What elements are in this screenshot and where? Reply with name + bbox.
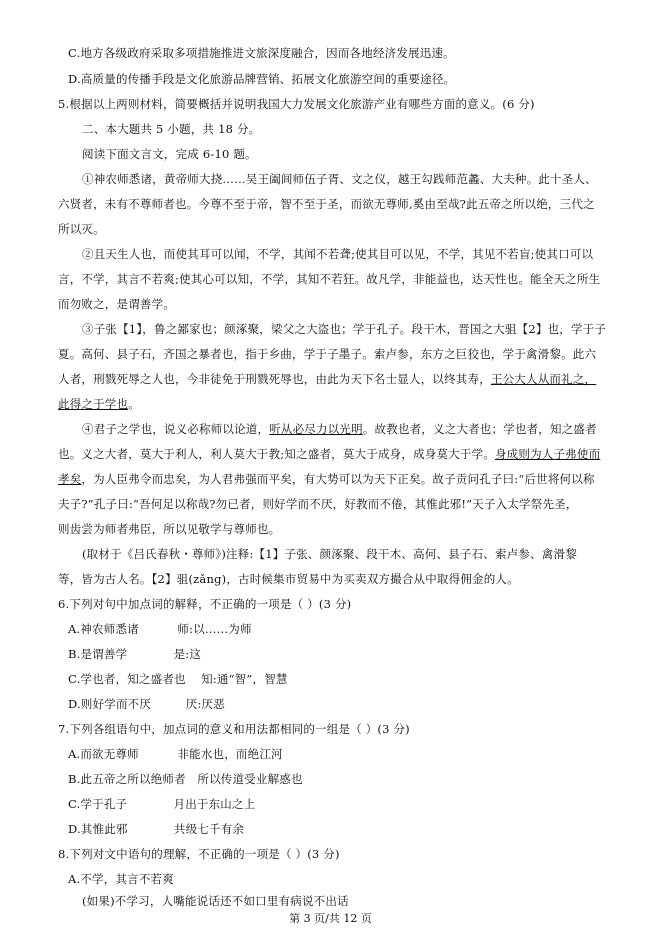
passage-p3-line2: 夏。高何、县子石，齐国之暴者也，指于乡曲，学于子墨子。索卢参，东方之巨狡也，学于禽滑黎。此六 xyxy=(58,347,597,361)
passage-p4-line5: 则齿尝为师者弗臣，所以见敬学与尊师也。 xyxy=(58,522,281,536)
passage-p4-line4: 夫子?”孔子曰:“吾何足以称哉?勿已者，则好学而不厌，好教而不倦，其惟此邪!”天子入太学祭先圣， xyxy=(58,497,578,511)
question-8-option-a-translation: (如果)不学习，人嘴能说话还不如口里有病说不出话 xyxy=(82,894,349,908)
question-6-option-d: D.则好学而不厌 厌:厌恶 xyxy=(68,697,225,711)
passage-p2-line1: ②且天生人也，而使其耳可以闻，不学，其闻不若聋;使其目可以见，不学，其见不若盲;使其口可以 xyxy=(82,247,594,261)
question-7-option-a: A.而欲无尊师 非能水也，而绝江河 xyxy=(68,747,283,761)
passage-p4-line3-text: ，为人臣弗令而忠矣，为人君弗强而平矣，有大势可以为天下正矣。故子贡问孔子曰:“后世将何以称 xyxy=(81,472,595,486)
passage-p3-line3-text: 人者，刑戮死辱之人也，今非徒免于刑戮死辱也，由此为天下名士显人，以终其寿， xyxy=(58,372,491,386)
question-7-option-c: C.学于孔子 月出于东山之上 xyxy=(68,797,256,811)
question-6-option-b: B.是谓善学 是:这 xyxy=(68,647,202,661)
passage-p1-line3: 所以灭。 xyxy=(58,222,105,236)
passage-p1-line1: ①神农师悉诸，黄帝师大挠……吴王阖闾师伍子胥、文之仪，越王勾践师范蠡、大夫种。此十圣人、 xyxy=(82,172,597,186)
passage-p3-line3 xyxy=(58,371,596,387)
underlined-phrase: 王公大人从而礼之， xyxy=(490,372,597,386)
option-c-line: C.地方各级政府采取多项措施推进文旅深度融合，因而各地经济发展迅速。 xyxy=(68,46,455,60)
question-7-stem: 7.下列各组语句中，加点词的意义和用法都相同的一组是（ ）(3 分) xyxy=(58,722,410,736)
question-7-option-d: D.其惟此邪 共级七千有余 xyxy=(68,822,245,836)
underlined-phrase: 身成则为人子弗使而 xyxy=(494,447,601,461)
question-5: 5.根据以上两则材料，简要概括并说明我国大力发展文化旅游产业有哪些方面的意义。(6 分) xyxy=(58,97,535,111)
question-7-option-b: B.此五帝之所以绝师者 所以传道受业解惑也 xyxy=(68,772,303,786)
page-number-footer: 第 3 页/共 12 页 xyxy=(289,912,372,925)
passage-p3-line4 xyxy=(58,396,140,412)
passage-p4-line2 xyxy=(58,446,600,462)
option-d-line: D.高质量的传播手段是文化旅游品牌营销、拓展文化旅游空间的重要途径。 xyxy=(68,72,456,86)
passage-p3-line4-end: 。 xyxy=(128,397,140,411)
passage-p2-line3: 而勿败之，是谓善学。 xyxy=(58,297,175,311)
underlined-phrase: 听从必尽力以光明 xyxy=(269,422,363,436)
passage-p4-line1-text: ④君子之学也，说义必称师以论道， xyxy=(82,422,270,436)
question-8-stem: 8.下列对文中语句的理解，不正确的一项是（ ）(3 分) xyxy=(58,847,340,861)
section-2-heading: 二、本大题共 5 小题，共 18 分。 xyxy=(82,122,261,136)
reading-instruction: 阅读下面文言文，完成 6-10 题。 xyxy=(82,147,257,161)
question-6-option-a: A.神农师悉诸 师:以……为师 xyxy=(68,622,252,636)
passage-p4-line3 xyxy=(58,471,595,487)
question-6-option-c: C.学也者，知之盛者也 知:通“智”，智慧 xyxy=(68,672,288,686)
passage-p4-line1 xyxy=(82,421,597,437)
passage-p4-line2-text: 也。义之大者，莫大于利人，利人莫大于教;知之盛者，莫大于成身，成身莫大于学。 xyxy=(58,447,495,461)
passage-p4-line1-end: 。故教也者，义之大者也；学也者，知之盛者 xyxy=(362,422,597,436)
question-6-stem: 6.下列对句中加点词的解释，不正确的一项是（ ）(3 分) xyxy=(58,597,352,611)
passage-p1-line2: 六贤者，未有不尊师者也。今尊不至于帝，智不至于圣，而欲无尊师,奚由至哉?此五帝之所以绝，三代之 xyxy=(58,197,595,211)
question-8-option-a: A.不学，其言不若爽 xyxy=(68,872,174,886)
source-note-line2: 等，皆为古人名。【2】驵(zǎng)，古时候集市贸易中为买卖双方撮合从中取得佣金的人。 xyxy=(58,572,519,586)
underlined-phrase: 此得之于学也 xyxy=(58,397,129,411)
source-note-line1: (取材于《吕氏春秋・尊师》)注释:【1】子张、颜涿聚、段干木、高何、县子石、索卢参、禽滑黎 xyxy=(82,547,577,561)
passage-p3-line1: ③子张【1】，鲁之鄙家也；颜涿聚，梁父之大盗也；学于孔子。段干木，晋国之大驵【2】也，学于子 xyxy=(82,322,607,336)
underlined-phrase: 孝矣 xyxy=(58,472,82,486)
passage-p2-line2: 言，不学，其言不若爽;使其心可以知，不学，其知不若狂。故凡学，非能益也，达天性也。能全天之所生 xyxy=(58,272,601,286)
